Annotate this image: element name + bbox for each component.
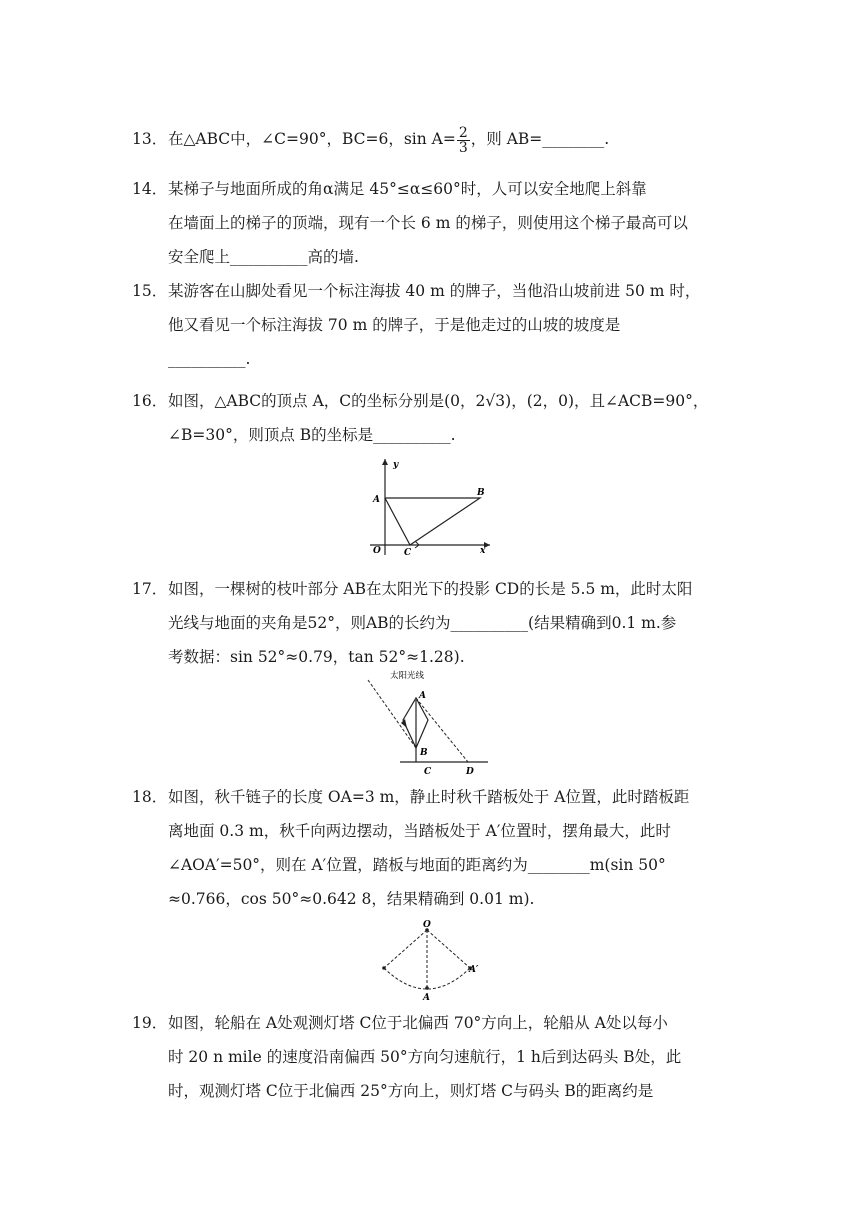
question-number: 17． (132, 580, 168, 598)
question-19 (132, 1006, 740, 1108)
y-axis-arrow-icon (382, 459, 388, 465)
ray-arrow-icon (401, 719, 407, 728)
label-d: D (466, 767, 474, 777)
question-number: 18． (132, 788, 168, 806)
question-line: ∠B=30°，则顶点 B的坐标是__________. (168, 426, 456, 444)
question-15 (132, 274, 740, 376)
label-o: O (373, 546, 381, 556)
label-c: C (424, 767, 432, 777)
question-16 (132, 384, 740, 452)
question-17 (132, 572, 740, 674)
label-a: A (423, 993, 430, 1003)
label-b: B (477, 488, 485, 498)
question-line: ∠AOA′=50°，则在 A′位置，踏板与地面的距离约为________m(sin 50° (168, 856, 666, 874)
question-line: 他又看见一个标注海拔 70 m 的牌子，于是他走过的山坡的坡度是 (168, 316, 621, 334)
question-13 (132, 122, 740, 156)
left-endpoint (382, 966, 386, 970)
question-number: 16． (132, 392, 168, 410)
question-line: 时，观测灯塔 C位于北偏西 25°方向上，则灯塔 C与码头 B的距离约是 (168, 1082, 654, 1100)
question-text: ，则 AB=________. (470, 130, 610, 148)
question-line: 如图，一棵树的枝叶部分 AB在太阳光下的投影 CD的长是 5.5 m，此时太阳 (168, 580, 693, 598)
figure-16 (360, 455, 500, 559)
triangle-abc (385, 498, 480, 545)
label-a-prime: A′ (469, 965, 479, 975)
question-number: 15． (132, 282, 168, 300)
question-number: 13． (132, 130, 168, 148)
figure-17 (360, 668, 496, 780)
question-line: 考数据：sin 52°≈0.79，tan 52°≈1.28). (168, 648, 465, 666)
label-o: O (423, 920, 431, 930)
question-line: 如图，秋千链子的长度 OA=3 m，静止时秋千踏板处于 A位置，此时踏板距 (168, 788, 690, 806)
label-x: x (480, 546, 486, 556)
question-number: 14． (132, 180, 168, 198)
label-c: C (404, 548, 412, 558)
label-b: B (420, 748, 428, 758)
question-line: 安全爬上__________高的墙. (168, 248, 359, 266)
question-number: 19． (132, 1014, 168, 1032)
fraction: $\frac{2}{3}$ (458, 124, 468, 156)
question-line: 某梯子与地面所成的角α满足 45°≤α≤60°时，人可以安全地爬上斜靠 (168, 180, 647, 198)
label-sun-rays: 太阳光线 (390, 671, 425, 681)
question-line: 如图，轮船在 A处观测灯塔 C位于北偏西 70°方向上，轮船从 A处以每小 (168, 1014, 668, 1032)
question-line: 如图，△ABC的顶点 A，C的坐标分别是(0，2√3)，(2，0)，且∠ACB=90°， (168, 392, 709, 410)
chain-right (427, 930, 470, 968)
question-line: __________. (168, 350, 251, 368)
label-y: y (393, 460, 399, 470)
question-line: 在墙面上的梯子的顶端，现有一个长 6 m 的梯子，则使用这个梯子最高可以 (168, 214, 688, 232)
question-line: 离地面 0.3 m，秋千向两边摆动，当踏板处于 A′位置时，摆角最大，此时 (168, 822, 671, 840)
label-a: A (419, 691, 426, 701)
label-a: A (373, 495, 380, 505)
question-line: ≈0.766，cos 50°≈0.642 8，结果精确到 0.01 m). (168, 890, 535, 908)
question-line: 时 20 n mile 的速度沿南偏西 50°方向匀速航行，1 h后到达码头 B处，此 (168, 1048, 682, 1066)
rest-endpoint (425, 986, 429, 990)
sun-ray-lower (368, 680, 416, 748)
question-text: 在△ABC中，∠C=90°，BC=6，sin A= (168, 130, 456, 148)
question-14 (132, 172, 740, 274)
question-18 (132, 780, 740, 916)
chain-left (384, 930, 427, 968)
question-line: 某游客在山脚处看见一个标注海拔 40 m 的牌子，当他沿山坡前进 50 m 时， (168, 282, 701, 300)
question-line: 光线与地面的夹角是52°，则AB的长约为__________(结果精确到0.1 m.参 (168, 614, 677, 632)
figure-18 (372, 918, 482, 1004)
